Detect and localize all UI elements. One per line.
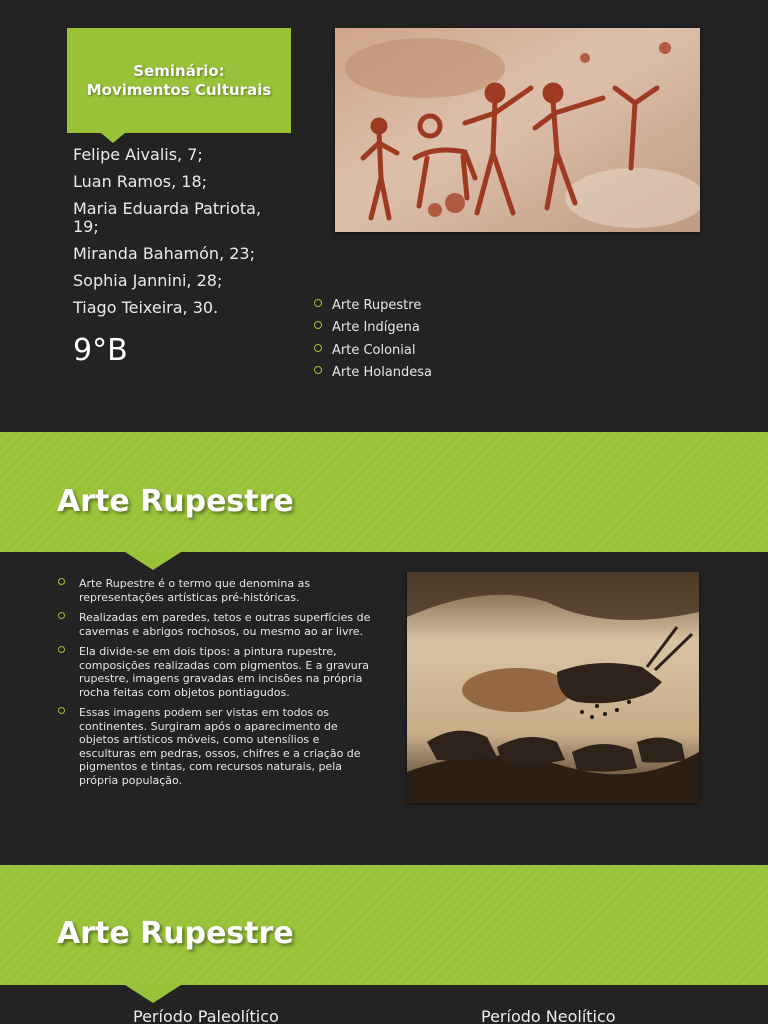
fact-text: Essas imagens podem ser vistas em todos os continentes. Surgiram após o aparecimento de objetos artísticos móveis, como utensílios e esculturas em pedras, ossos, chifres e a criação de pigmentos e tintas, com recursos naturais, pela própria população. — [79, 706, 361, 787]
bullet-circle-icon — [314, 299, 322, 307]
student-name: Felipe Aivalis, 7; — [73, 145, 203, 164]
bullet-circle-icon — [58, 707, 65, 714]
slide-title — [0, 0, 768, 432]
student-list — [73, 146, 283, 326]
fact-item — [58, 577, 376, 604]
title-banner — [0, 432, 768, 552]
cave-painting-hunters-image — [335, 28, 700, 232]
slide-periodos — [0, 865, 768, 1024]
title-pointer — [101, 133, 125, 143]
student-name: Sophia Jannini, 28; — [73, 271, 223, 290]
topic-item — [314, 342, 432, 364]
bullet-circle-icon — [314, 344, 322, 352]
fact-text: Ela divide-se em dois tipos: a pintura rupestre, composições realizadas com pigmentos. E a gravura rupestre, imagens gravadas em incisões na própria rocha feitas com objetos pontiagudos. — [79, 645, 370, 699]
bullet-circle-icon — [58, 612, 65, 619]
title-banner — [0, 865, 768, 985]
fact-item — [58, 611, 376, 638]
topic-label: Arte Colonial — [332, 342, 416, 358]
slide-arte-rupestre — [0, 432, 768, 865]
cave-painting-animals-image — [407, 572, 699, 803]
student-name: Miranda Bahamón, 23; — [73, 244, 255, 263]
column-heading-paleolitico: Período Paleolítico — [133, 1007, 279, 1024]
seminar-title-box — [67, 28, 291, 133]
slide-title: Arte Rupestre — [57, 916, 294, 951]
student-name: Maria Eduarda Patriota, 19; — [73, 199, 262, 236]
topic-item — [314, 319, 432, 341]
column-heading-neolitico: Período Neolítico — [481, 1007, 616, 1024]
fact-item — [58, 645, 376, 699]
student-name: Tiago Teixeira, 30. — [73, 298, 219, 317]
class-label: 9°B — [73, 333, 128, 368]
banner-pointer — [125, 985, 181, 1003]
topic-label: Arte Rupestre — [332, 298, 422, 313]
topic-list — [314, 297, 432, 386]
bullet-circle-icon — [314, 321, 322, 329]
topic-label: Arte Holandesa — [332, 364, 433, 380]
bullet-circle-icon — [58, 646, 65, 653]
bullet-circle-icon — [314, 366, 322, 374]
seminar-title-line1: Seminário: — [133, 61, 225, 80]
bullet-circle-icon — [58, 578, 65, 585]
topic-item — [314, 364, 432, 386]
topic-item — [314, 297, 432, 319]
fact-list — [58, 577, 376, 794]
slide-title: Arte Rupestre — [57, 484, 294, 519]
topic-label: Arte Indígena — [332, 320, 420, 336]
banner-pointer — [125, 552, 181, 570]
student-name: Luan Ramos, 18; — [73, 172, 208, 191]
fact-text: Realizadas em paredes, tetos e outras superfícies de cavernas e abrigos rochosos, ou mesmo ao ar livre. — [79, 611, 371, 638]
fact-item — [58, 706, 376, 787]
fact-text: Arte Rupestre é o termo que denomina as representações artísticas pré-históricas. — [79, 577, 311, 604]
seminar-title-line2: Movimentos Culturais — [86, 80, 272, 99]
